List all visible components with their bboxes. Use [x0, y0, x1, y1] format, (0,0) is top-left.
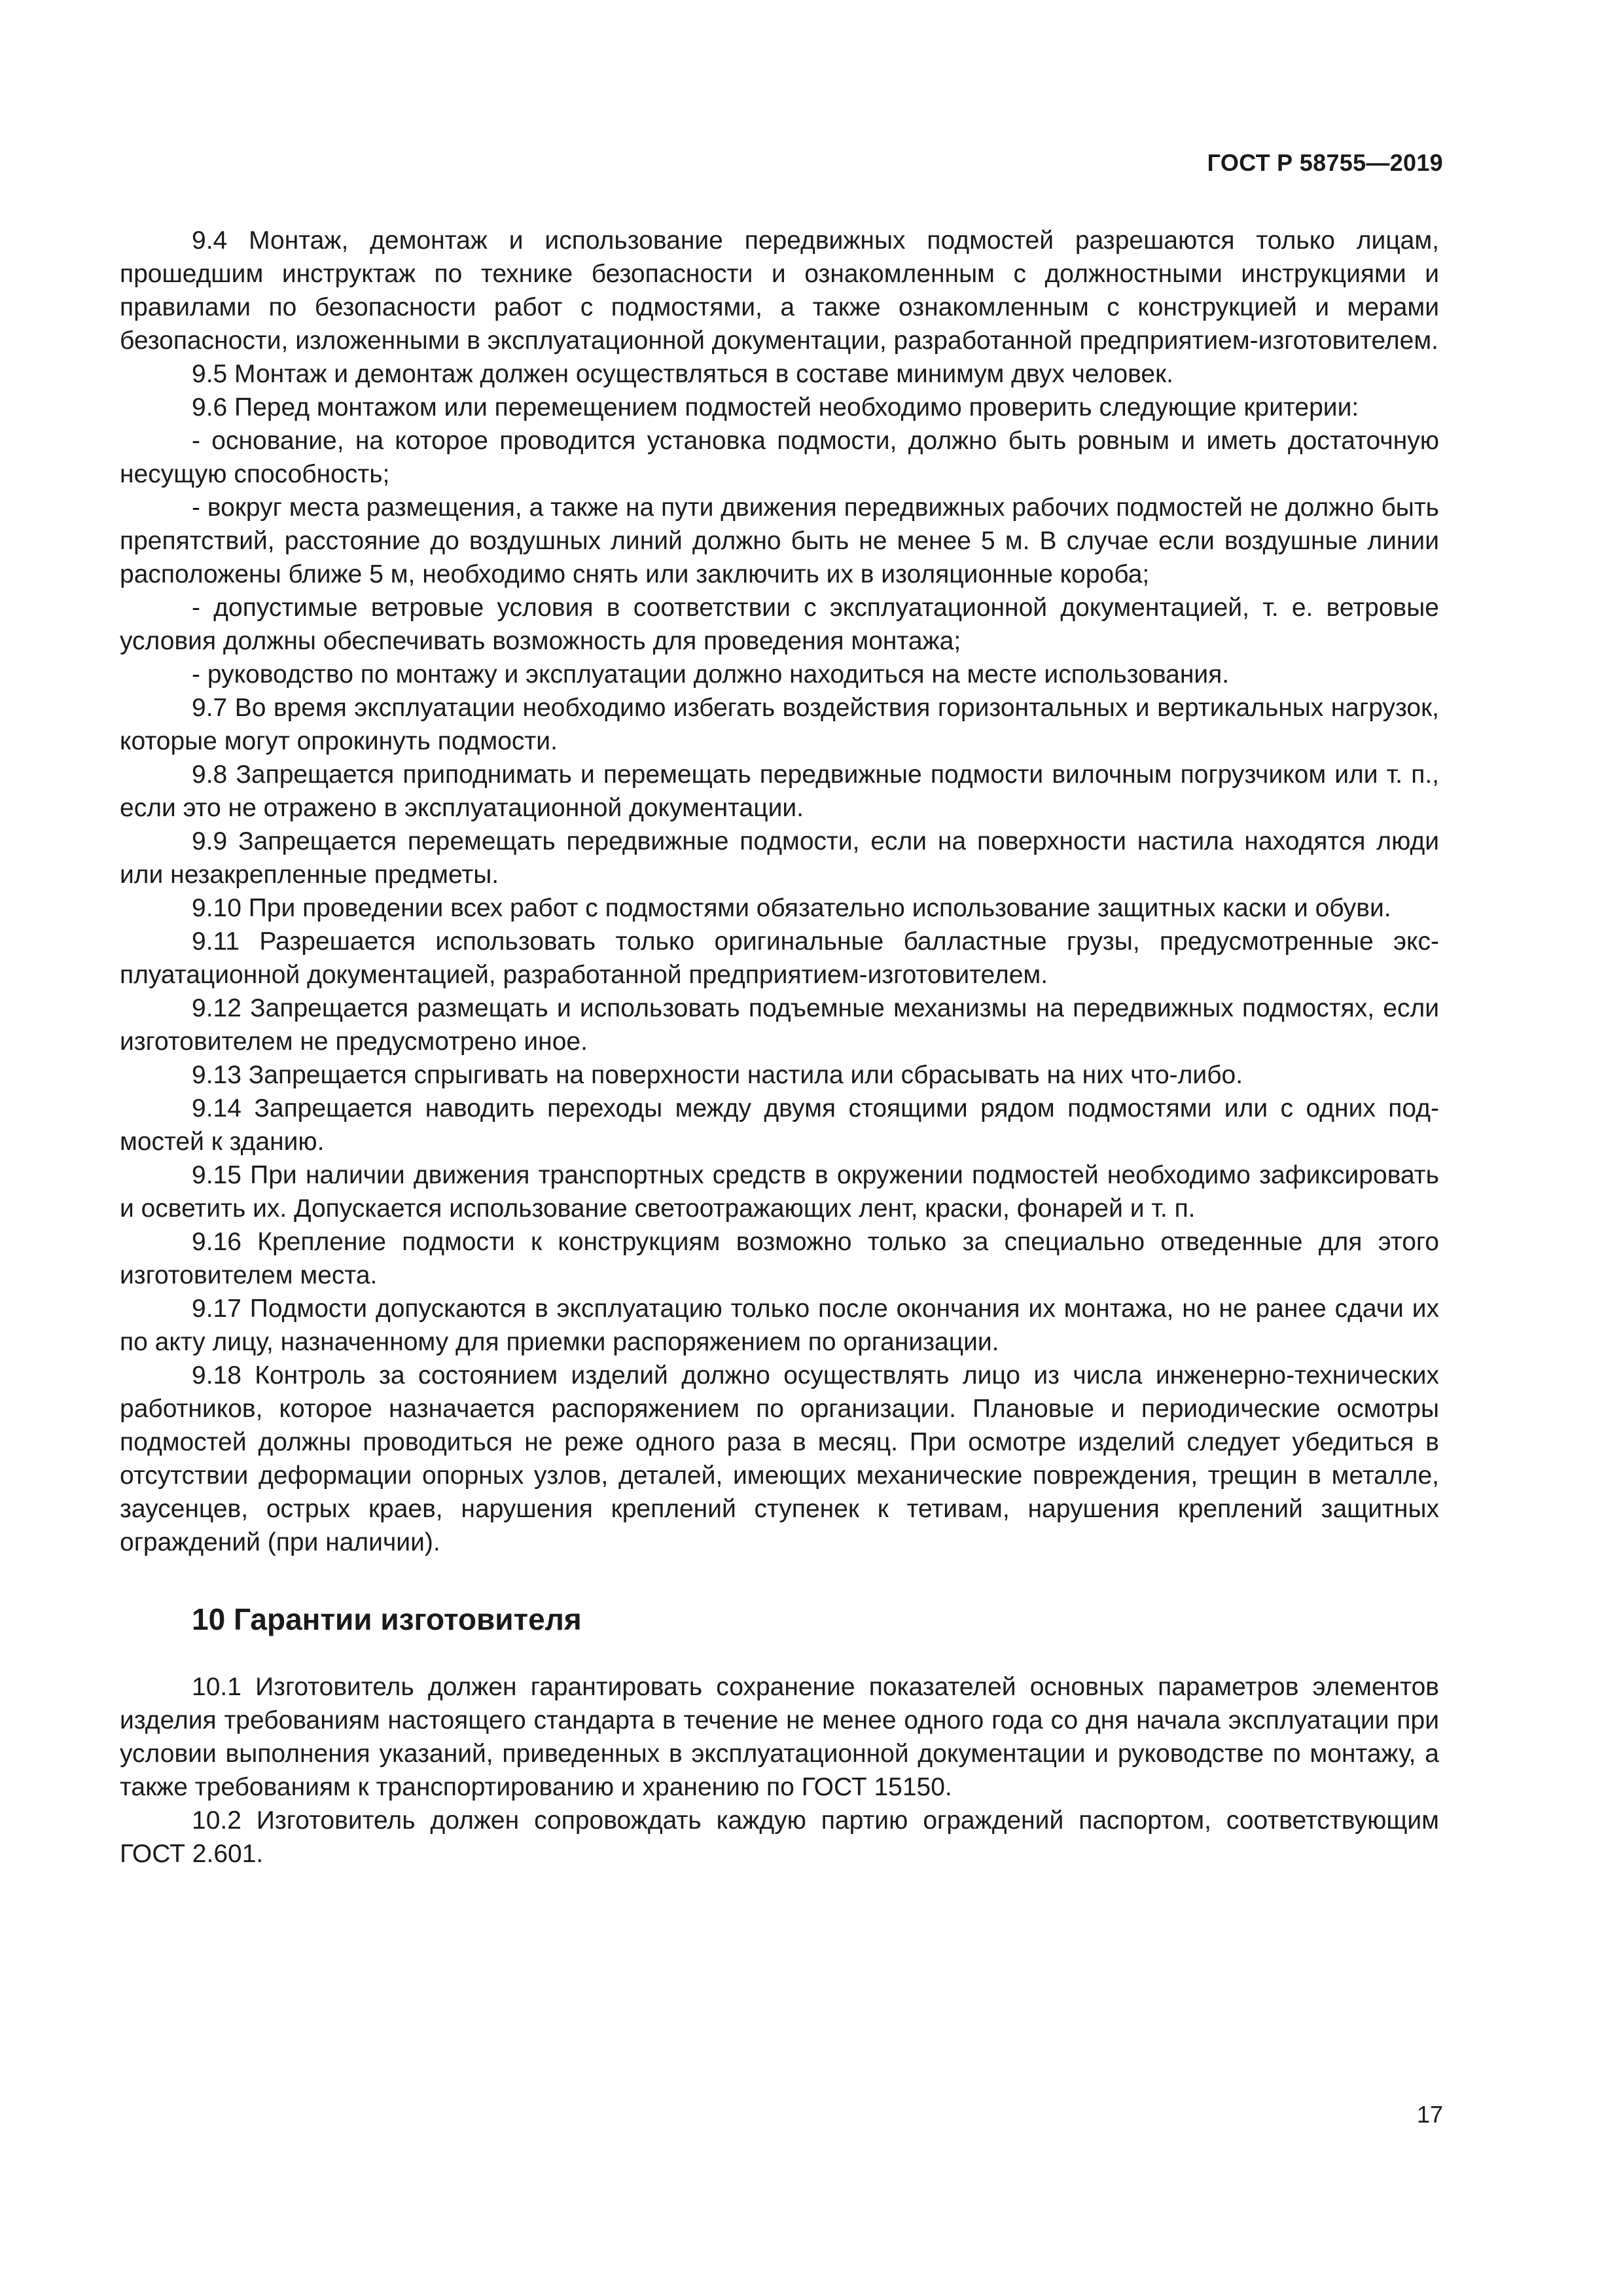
paragraph-9-4: 9.4 Монтаж, демонтаж и использование передвижных подмостей разрешаются только лицам, прошедшим инструктаж по технике безопасности и ознакомленным с должностными инструкциями и правилами по безопасности работ с подмостями, а также ознакомленным с конструкцией и мерами безопасности, изложенными в эксплуатационной документации, разработанной предприятием-изготовителем. — [120, 226, 1439, 355]
page-number: 17 — [1416, 2101, 1443, 2128]
list-item-base: - основание, на которое проводится установка подмости, должно быть ровным и иметь достаточную несущую способность; — [120, 427, 1439, 488]
paragraph-9-9: 9.9 Запрещается перемещать передвижные подмости, если на поверхности настила находятся люди или незакрепленные предметы. — [120, 827, 1439, 889]
paragraph-9-15: 9.15 При наличии движения транспортных средств в окружении подмостей необходимо зафиксировать и осветить их. Допускается использование светоотражающих лент, краски, фонарей и т. п. — [120, 1161, 1439, 1223]
paragraph-9-11: 9.11 Разрешается использовать только оригинальные балластные грузы, предусмотренные эксплуатационной документацией, разработанной предприятием-изготовителем. — [120, 927, 1439, 989]
paragraph-9-8: 9.8 Запрещается приподнимать и перемещать передвижные подмости вилочным погрузчиком или т. п., если это не отражено в эксплуатационной документации. — [120, 761, 1439, 822]
paragraph-9-16: 9.16 Крепление подмости к конструкциям возможно только за специально отведенные для этого изготовителем места. — [120, 1228, 1439, 1289]
list-item-manual: - руководство по монтажу и эксплуатации должно находиться на месте использования. — [192, 660, 1230, 689]
paragraph-9-13: 9.13 Запрещается спрыгивать на поверхности настила или сбрасывать на них что-либо. — [192, 1061, 1243, 1089]
paragraph-10-1: 10.1 Изготовитель должен гарантировать сохранение показателей основных параметров элементов изделия требованиям настоящего стандарта в течение не менее одного года со дня начала эксплуатации при условии выполнения указаний, приведенных в эксплуатационной документации и руководстве по монтажу, а также требованиям к транспортированию и хранению по ГОСТ 15150. — [120, 1673, 1439, 1801]
paragraph-9-7: 9.7 Во время эксплуатации необходимо избегать воздействия горизонтальных и вертикальных нагрузок, которые могут опрокинуть подмости. — [120, 694, 1439, 755]
document-code-header: ГОСТ Р 58755—2019 — [1207, 149, 1443, 176]
paragraph-10-2: 10.2 Изготовитель должен сопровождать каждую партию ограждений паспортом, соответствующим ГОСТ 2.601. — [120, 1806, 1439, 1868]
page-content — [120, 224, 1439, 1871]
list-item-wind: - допустимые ветровые условия в соответствии с эксплуатационной документацией, т. е. ветровые условия должны обеспечивать возможность для проведения монтажа; — [120, 594, 1439, 655]
paragraph-9-17: 9.17 Подмости допускаются в эксплуатацию только после окончания их монтажа, но не ранее сдачи их по акту лицу, назначенному для приемки распоряжением по организации. — [120, 1295, 1439, 1356]
paragraph-9-18: 9.18 Контроль за состоянием изделий должно осуществлять лицо из числа инженерно-технических работников, которое назначается распоряжением по организации. Плановые и периодические осмотры подмостей должны проводиться не реже одного раза в месяц. При осмотре изделий следует убедиться в отсутствии деформации опорных узлов, деталей, имеющих механические повреждения, трещин в металле, заусенцев, острых краев, нарушения креплений ступенек к тетивам, нарушения креплений защитных ограждений (при наличии). — [120, 1361, 1439, 1556]
paragraph-9-12: 9.12 Запрещается размещать и использовать подъемные механизмы на передвижных подмостях, если изготовителем не предусмотрено иное. — [120, 994, 1439, 1056]
paragraph-9-10: 9.10 При проведении всех работ с подмостями обязательно использование защитных каски и обуви. — [192, 894, 1391, 922]
paragraph-9-6: 9.6 Перед монтажом или перемещением подмостей необходимо проверить следующие критерии: — [192, 393, 1359, 422]
list-item-obstacles: - вокруг места размещения, а также на пути движения передвижных рабочих подмостей не должно быть препятствий, расстояние до воздушных линий должно быть не менее 5 м. В случае если воздушные линии расположены ближе 5 м, необходимо снять или заключить их в изоляционные короба; — [120, 493, 1439, 588]
paragraph-9-14: 9.14 Запрещается наводить переходы между двумя стоящими рядом подмостями или с одних подмостей к зданию. — [120, 1094, 1439, 1156]
section-10-heading: 10 Гарантии изготовителя — [192, 1602, 582, 1636]
paragraph-9-5: 9.5 Монтаж и демонтаж должен осуществляться в составе минимум двух человек. — [192, 360, 1174, 388]
